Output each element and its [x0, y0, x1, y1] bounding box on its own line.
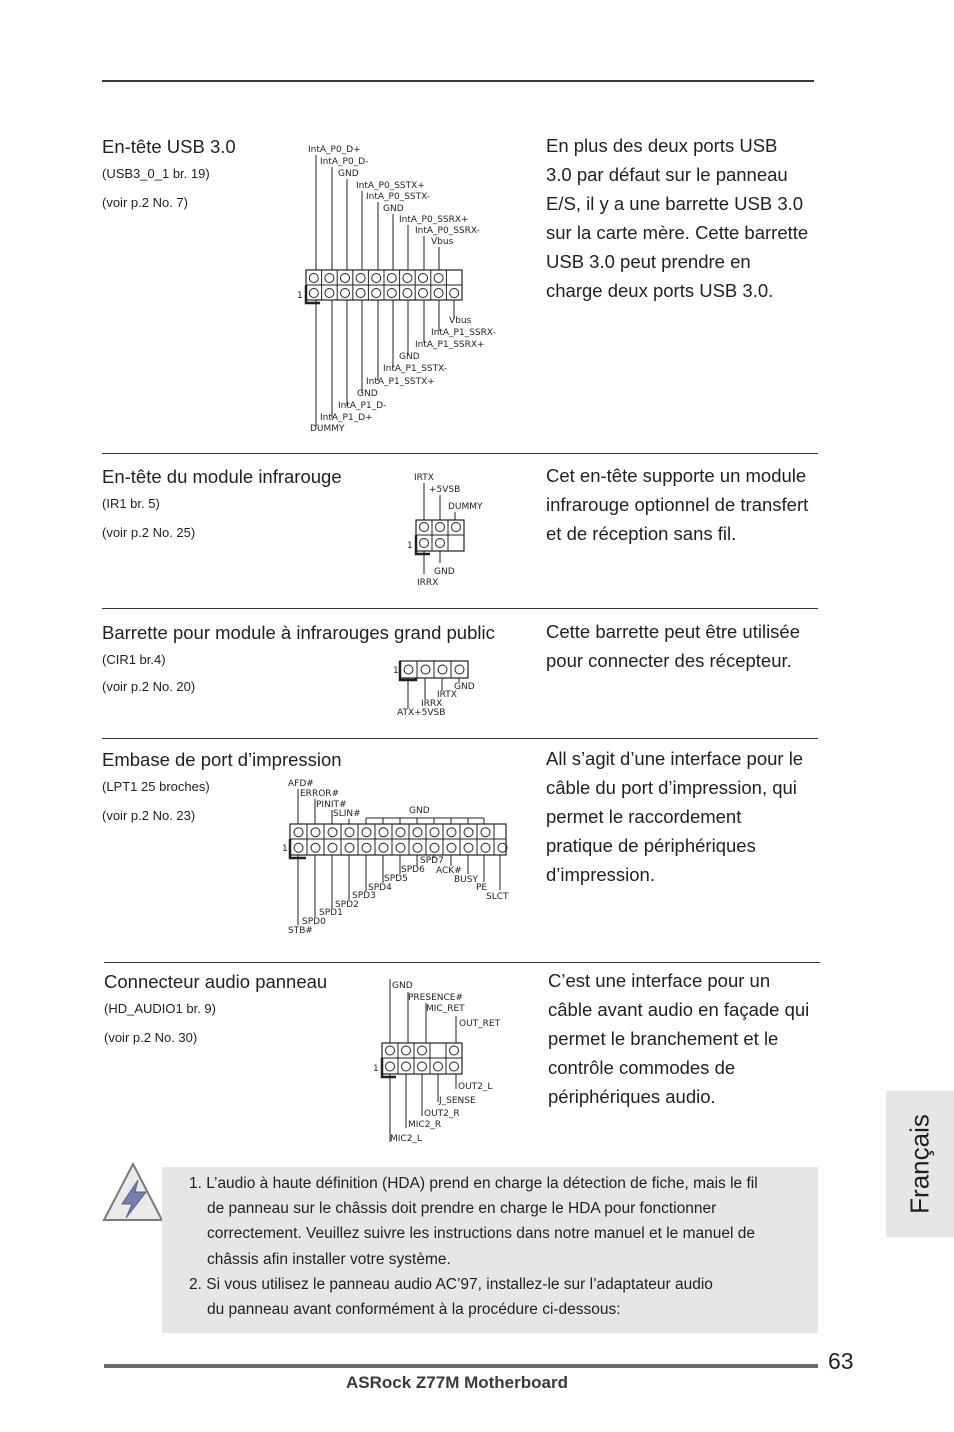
section-title: En-tête du module infrarouge — [102, 466, 342, 487]
note-line: 1. L’audio à haute définition (HDA) prend en charge la détection de fiche, mais le fil — [189, 1175, 758, 1192]
pin-hole — [396, 828, 405, 837]
pin-label: GND — [357, 389, 378, 399]
pin-hole — [434, 274, 443, 283]
pin-hole — [450, 289, 459, 298]
page-number: 63 — [828, 1348, 854, 1374]
section-ref: (voir p.2 No. 7) — [102, 195, 188, 210]
pin-label: DUMMY — [310, 424, 345, 434]
pin-hole — [481, 843, 490, 852]
pin-label: IntA_P0_D+ — [308, 145, 361, 155]
pin-label: SPD3 — [352, 891, 376, 901]
language-side-tab — [886, 1091, 954, 1237]
pin-hole — [430, 843, 439, 852]
pin-label: J_SENSE — [439, 1096, 476, 1106]
pin-hole — [430, 828, 439, 837]
pin-label: SPD1 — [319, 908, 343, 918]
note-line: du panneau avant conformément à la procédure ci-dessous: — [207, 1301, 621, 1318]
hd-audio-header-diagram — [366, 976, 516, 1148]
pin-hole — [294, 828, 303, 837]
pin-label: SPD0 — [302, 917, 326, 927]
pin-hole — [362, 828, 371, 837]
pin-label: GND — [392, 981, 413, 991]
pin-label: MIC2_L — [390, 1134, 422, 1144]
pin1-marker: 1 — [393, 666, 399, 676]
pin-hole — [434, 289, 443, 298]
pin-hole — [413, 828, 422, 837]
pin-hole — [372, 274, 381, 283]
pin-label: SPD7 — [420, 856, 444, 866]
pin-label: GND — [454, 682, 475, 692]
section-sub: (USB3_0_1 br. 19) — [102, 166, 210, 181]
pin-hole — [464, 828, 473, 837]
pin-label: IntA_P0_SSTX+ — [356, 181, 425, 191]
pin-label: ATX+5VSB — [397, 708, 446, 718]
usb30-header-diagram — [290, 140, 520, 440]
pin-label: IRTX — [414, 473, 434, 483]
pin-hole — [356, 274, 365, 283]
pin-hole — [309, 274, 318, 283]
pin1-marker: 1 — [282, 844, 288, 854]
pin-hole — [447, 843, 456, 852]
pin-label: IntA_P1_SSTX- — [383, 364, 448, 374]
pin-label: ACK# — [436, 866, 462, 876]
divider — [102, 453, 818, 454]
pin-hole — [356, 289, 365, 298]
pin-label: IntA_P0_SSRX- — [415, 226, 480, 236]
section-ref: (voir p.2 No. 20) — [102, 679, 196, 694]
pin-hole — [403, 289, 412, 298]
pin-hole — [387, 274, 396, 283]
note-line: de panneau sur le châssis doit prendre en charge le HDA pour fonctionner — [207, 1200, 717, 1217]
pin-label: STB# — [288, 926, 313, 936]
pin-label: IntA_P1_SSTX+ — [366, 377, 435, 387]
pin-label: IntA_P0_D- — [320, 157, 369, 167]
pin-label: IRRX — [421, 699, 443, 709]
pin-label: Vbus — [431, 237, 454, 247]
pin1-marker: 1 — [297, 291, 303, 301]
pin-hole — [294, 843, 303, 852]
pin-hole — [464, 843, 473, 852]
pin-label: SPD5 — [384, 874, 408, 884]
pin-label: IntA_P1_SSRX- — [431, 328, 496, 338]
pin-label: IntA_P1_SSRX+ — [415, 340, 485, 350]
section-title: Barrette pour module à infrarouges grand public — [102, 622, 495, 643]
pin-label: PRESENCE# — [408, 993, 464, 1003]
pin-label: OUT2_R — [424, 1109, 460, 1119]
pin-label: DUMMY — [448, 502, 483, 512]
pin-label: BUSY — [454, 875, 478, 885]
pin-label: ERROR# — [300, 789, 340, 799]
pin-label: SPD4 — [368, 883, 392, 893]
section-desc: Cet en-tête supporte un module infrarouge optionnel de transfert et de réception sans fil. — [546, 465, 809, 544]
section-ref: (voir p.2 No. 25) — [102, 525, 196, 540]
section-desc: Cette barrette peut être utilisée pour connecter des récepteur. — [546, 621, 801, 671]
pin-hole — [403, 274, 412, 283]
section-title: En-tête USB 3.0 — [102, 136, 236, 157]
pin-label: MIC2_R — [408, 1120, 442, 1130]
pin-hole — [481, 828, 490, 837]
language-label: Français — [904, 1114, 935, 1214]
footer-rule — [104, 1364, 818, 1368]
section-ref: (voir p.2 No. 30) — [104, 1030, 198, 1045]
warning-lightning-icon — [100, 1160, 166, 1226]
pin-label: IRTX — [437, 690, 457, 700]
section-desc: All s’agit d’une interface pour le câble du port d’impression, qui permet le raccordement pratique de périphériques d’impression. — [546, 748, 804, 885]
pin-label: IntA_P0_SSTX- — [366, 192, 431, 202]
pin-hole — [328, 843, 337, 852]
pin-hole — [328, 828, 337, 837]
ir-header-diagram — [400, 468, 510, 590]
divider — [102, 608, 818, 609]
pin-hole — [311, 843, 320, 852]
section-title: Embase de port d’impression — [102, 749, 342, 770]
pin-hole — [419, 274, 428, 283]
pin-label: SPD2 — [335, 900, 359, 910]
pin-hole — [379, 828, 388, 837]
note-line: correctement. Veuillez suivre les instructions dans notre manuel et le manuel de — [207, 1225, 755, 1242]
pin1-marker: 1 — [373, 1064, 379, 1074]
pin-label: IntA_P1_D+ — [320, 413, 373, 423]
divider — [102, 738, 818, 739]
pin-hole — [325, 289, 334, 298]
pin-label: GND — [383, 204, 404, 214]
section-sub: (HD_AUDIO1 br. 9) — [104, 1001, 216, 1016]
pin-hole — [341, 274, 350, 283]
pin-label: IntA_P1_D- — [338, 401, 387, 411]
pin-hole — [419, 289, 428, 298]
pin-label: IRRX — [417, 578, 439, 588]
divider — [104, 962, 820, 963]
pin1-marker: 1 — [407, 541, 413, 551]
pin-hole — [345, 843, 354, 852]
pin-hole — [379, 843, 388, 852]
note-box — [162, 1167, 818, 1333]
pin-label: OUT_RET — [459, 1019, 501, 1029]
pin-label: SLCT — [486, 892, 509, 902]
pin-hole — [362, 843, 371, 852]
pin-hole — [341, 289, 350, 298]
note-line: 2. Si vous utilisez le panneau audio AC’97, installez-le sur l’adaptateur audio — [189, 1276, 713, 1293]
pin-label: GND — [399, 352, 420, 362]
footer-brand: ASRock Z77M Motherboard — [346, 1373, 568, 1392]
pin-hole — [311, 828, 320, 837]
section-sub: (CIR1 br.4) — [102, 652, 166, 667]
pin-label: AFD# — [288, 779, 314, 789]
pin-hole — [387, 289, 396, 298]
section-sub: (LPT1 25 broches) — [102, 779, 210, 794]
pin-hole — [345, 828, 354, 837]
pin-hole — [309, 289, 318, 298]
pin-hole — [447, 828, 456, 837]
section-title: Connecteur audio panneau — [104, 971, 328, 992]
pin-hole — [372, 289, 381, 298]
section-desc: C’est une interface pour un câble avant audio en façade qui permet le branchement et le contrôle commodes de périphériques audio. — [548, 970, 810, 1107]
note-line: châssis afin installer votre système. — [207, 1251, 451, 1268]
pin-label: OUT2_L — [458, 1082, 493, 1092]
pin-label: SPD6 — [401, 865, 425, 875]
top-rule — [102, 80, 814, 82]
pin-label: GND — [434, 567, 455, 577]
cir-header-diagram — [388, 656, 488, 720]
lpt-header-diagram — [278, 776, 518, 936]
pin-label: SLIN# — [333, 809, 361, 819]
section-ref: (voir p.2 No. 23) — [102, 808, 196, 823]
pin-label: GND — [409, 806, 430, 816]
pin-label: +5VSB — [429, 485, 461, 495]
pin-label: PINIT# — [316, 800, 347, 810]
pin-label: GND — [338, 169, 359, 179]
pin-hole — [413, 843, 422, 852]
pin-label: IntA_P0_SSRX+ — [399, 215, 469, 225]
pin-label: MIC_RET — [426, 1004, 465, 1014]
section-desc: En plus des deux ports USB 3.0 par défaut sur le panneau E/S, il y a une barrette USB 3.0 sur la carte mère. Cette barrette USB 3.0 peut prendre en charge deux ports USB 3.0. — [546, 135, 809, 301]
section-sub: (IR1 br. 5) — [102, 496, 160, 511]
pin-hole — [325, 274, 334, 283]
pin-hole — [396, 843, 405, 852]
pin-label: Vbus — [449, 316, 472, 326]
pin-label: PE — [476, 883, 488, 893]
